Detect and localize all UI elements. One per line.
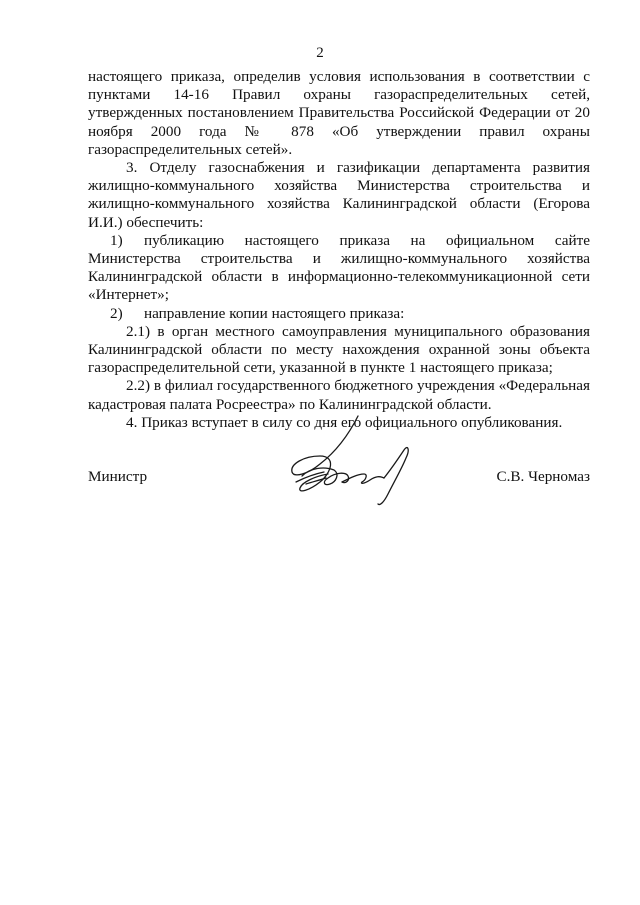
page-number: 2 — [316, 45, 324, 61]
document-body — [88, 68, 590, 432]
list-item-2-text: направление копии настоящего приказа: — [144, 304, 405, 322]
paragraph-continuation: настоящего приказа, определив условия использования в соответствии с пунктами 14-16 Правил охраны газораспределительных сетей, утвержденных постановлением Правительства Российской Федерации от 20 ноября 2000 года № 878 «Об утверждении правил охраны газораспределительных сетей». — [88, 68, 590, 158]
signature-row — [88, 468, 590, 492]
handwritten-signature — [280, 412, 420, 512]
list-item-1-text: публикацию настоящего приказа на официальном сайте Министерства строительства и жилищно-коммунального хозяйства Калининградской области в информационно-телекоммуникационной сети «Интернет»; — [88, 231, 590, 304]
paragraph-3: 3. Отделу газоснабжения и газификации департамента развития жилищно-коммунального хозяйства Министерства строительства и жилищно-коммунального хозяйства Калининградской области (Егорова И.И.) обеспечить: — [88, 159, 590, 231]
list-item-2-2: 2.2) в филиал государственного бюджетного учреждения «Федеральная кадастровая палата Росреестра» по Калининградской области. — [88, 377, 590, 413]
signatory-role: Министр — [88, 468, 148, 485]
signatory-name: С.В. Черномаз — [496, 468, 590, 485]
list-item-1-number: 1) — [110, 231, 123, 249]
list-item-2-number: 2) — [110, 304, 123, 322]
list-item-1 — [88, 232, 590, 305]
paragraph-4: 4. Приказ вступает в силу со дня его официального опубликования. — [126, 413, 563, 431]
list-item-2-1: 2.1) в орган местного самоуправления муниципального образования Калининградской области по месту нахождения охранной зоны объекта газораспределительной сети, указанной в пункте 1 настоящего приказа; — [88, 322, 590, 377]
list-item-2 — [88, 305, 590, 323]
